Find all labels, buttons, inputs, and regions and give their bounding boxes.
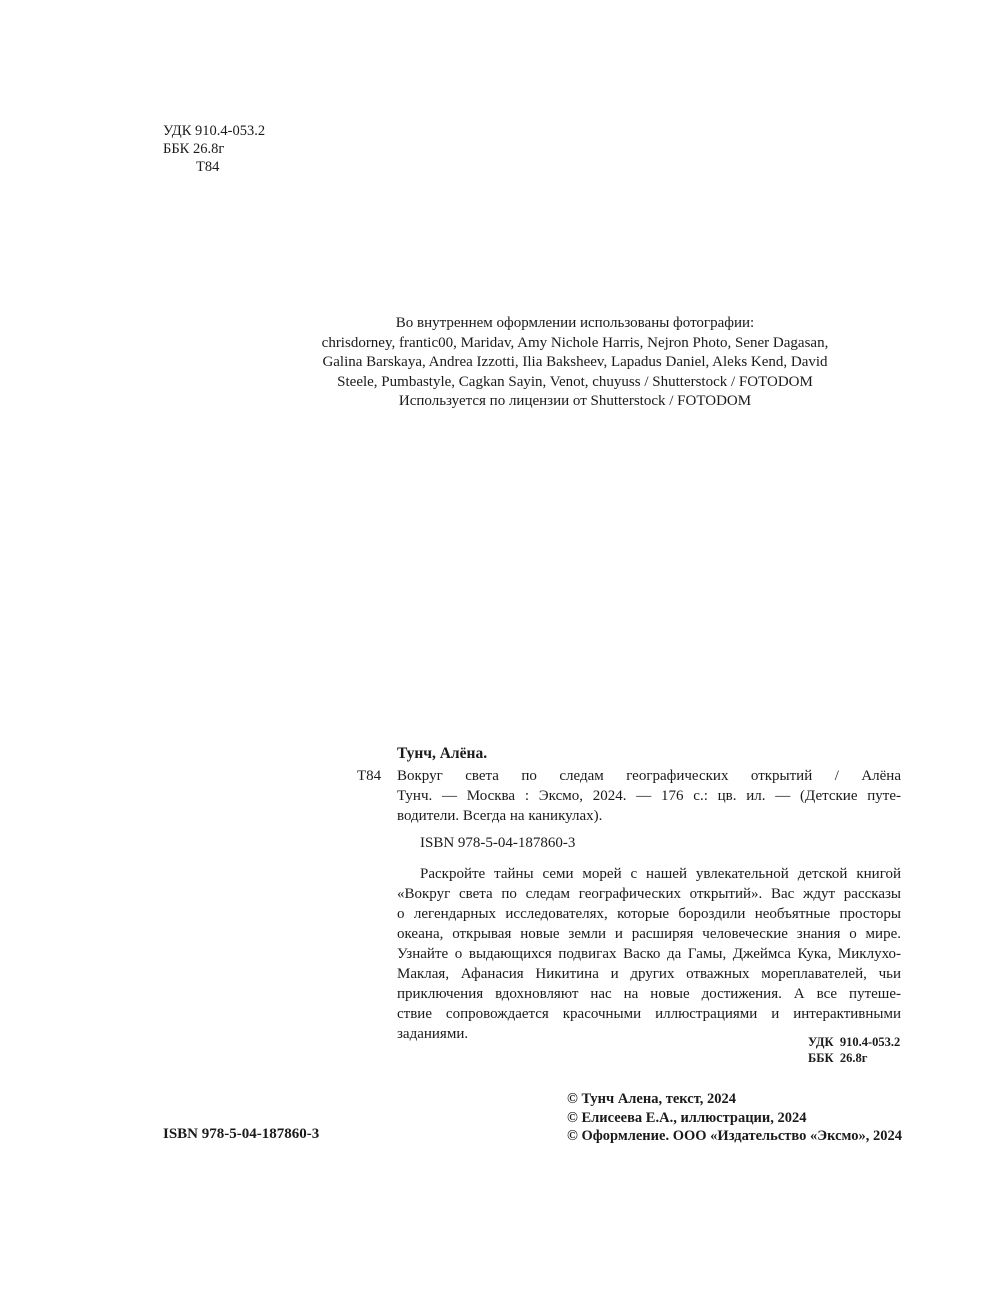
annotation-line: океана, открывая новые земли и расширяя человеческие знания о мире. [397,926,901,942]
annotation-line: «Вокруг света по следам географических открытий». Вас ждут рассказы [397,886,901,902]
card-author: Тунч, Алёна. [397,745,488,762]
annotation-line: ствие сопровождается красочными иллюстрациями и интерактивными [397,1006,901,1022]
card-annotation [397,864,901,1044]
credits-line: Galina Barskaya, Andrea Izzotti, Ilia Baksheev, Lapadus Daniel, Aleks Kend, David [322,354,828,370]
card-classification [700,1034,900,1066]
card-author-mark: Т84 [357,768,382,784]
udk-code: УДК 910.4-053.2 [163,123,266,139]
copyright-line: © Тунч Алена, текст, 2024 [567,1091,736,1107]
description-line: Вокруг света по следам географических открытий / Алёна [397,768,901,784]
card-bibliographic-description [397,766,901,826]
annotation-line: Маклая, Афанасия Никитина и других отважных мореплавателей, чьи [397,966,901,982]
credits-line: Во внутреннем оформлении использованы фотографии: [395,315,755,331]
annotation-line: о легендарных исследователях, которые бороздили необъятные просторы [397,906,901,922]
credits-line: chrisdorney, frantic00, Maridav, Amy Nichole Harris, Nejron Photo, Sener Dagasan, [321,334,829,351]
credits-line: Используется по лицензии от Shutterstock / FOTODOM [398,393,752,409]
card-udk: УДК 910.4-053.2 [808,1035,901,1049]
isbn: ISBN 978-5-04-187860-3 [163,1126,320,1142]
copyright-block [567,1090,902,1146]
card-bbk: ББК 26.8г [808,1051,868,1065]
annotation-line: приключения вдохновляют нас на новые достижения. А все путеше- [397,986,901,1002]
description-line: водители. Всегда на каникулах). [397,808,603,824]
photo-credits [250,314,900,412]
copyright-line: © Оформление. ООО «Издательство «Эксмо», 2024 [567,1128,902,1144]
annotation-line: Раскройте тайны семи морей с нашей увлекательной детской книгой [420,866,901,882]
card-isbn: ISBN 978-5-04-187860-3 [420,835,576,851]
annotation-line: заданиями. [397,1026,469,1042]
annotation-line: Узнайте о выдающихся подвигах Васко да Гамы, Джеймса Кука, Миклухо- [397,946,901,962]
description-line: Тунч. — Москва : Эксмо, 2024. — 176 с.: цв. ил. — (Детские путе- [397,788,901,804]
classification-block [163,122,265,176]
credits-line: Steele, Pumbastyle, Cagkan Sayin, Venot, chuyuss / Shutterstock / FOTODOM [337,373,813,390]
author-mark: Т84 [196,159,220,175]
bbk-code: ББК 26.8г [163,141,225,157]
copyright-line: © Елисеева Е.А., иллюстрации, 2024 [567,1109,807,1126]
